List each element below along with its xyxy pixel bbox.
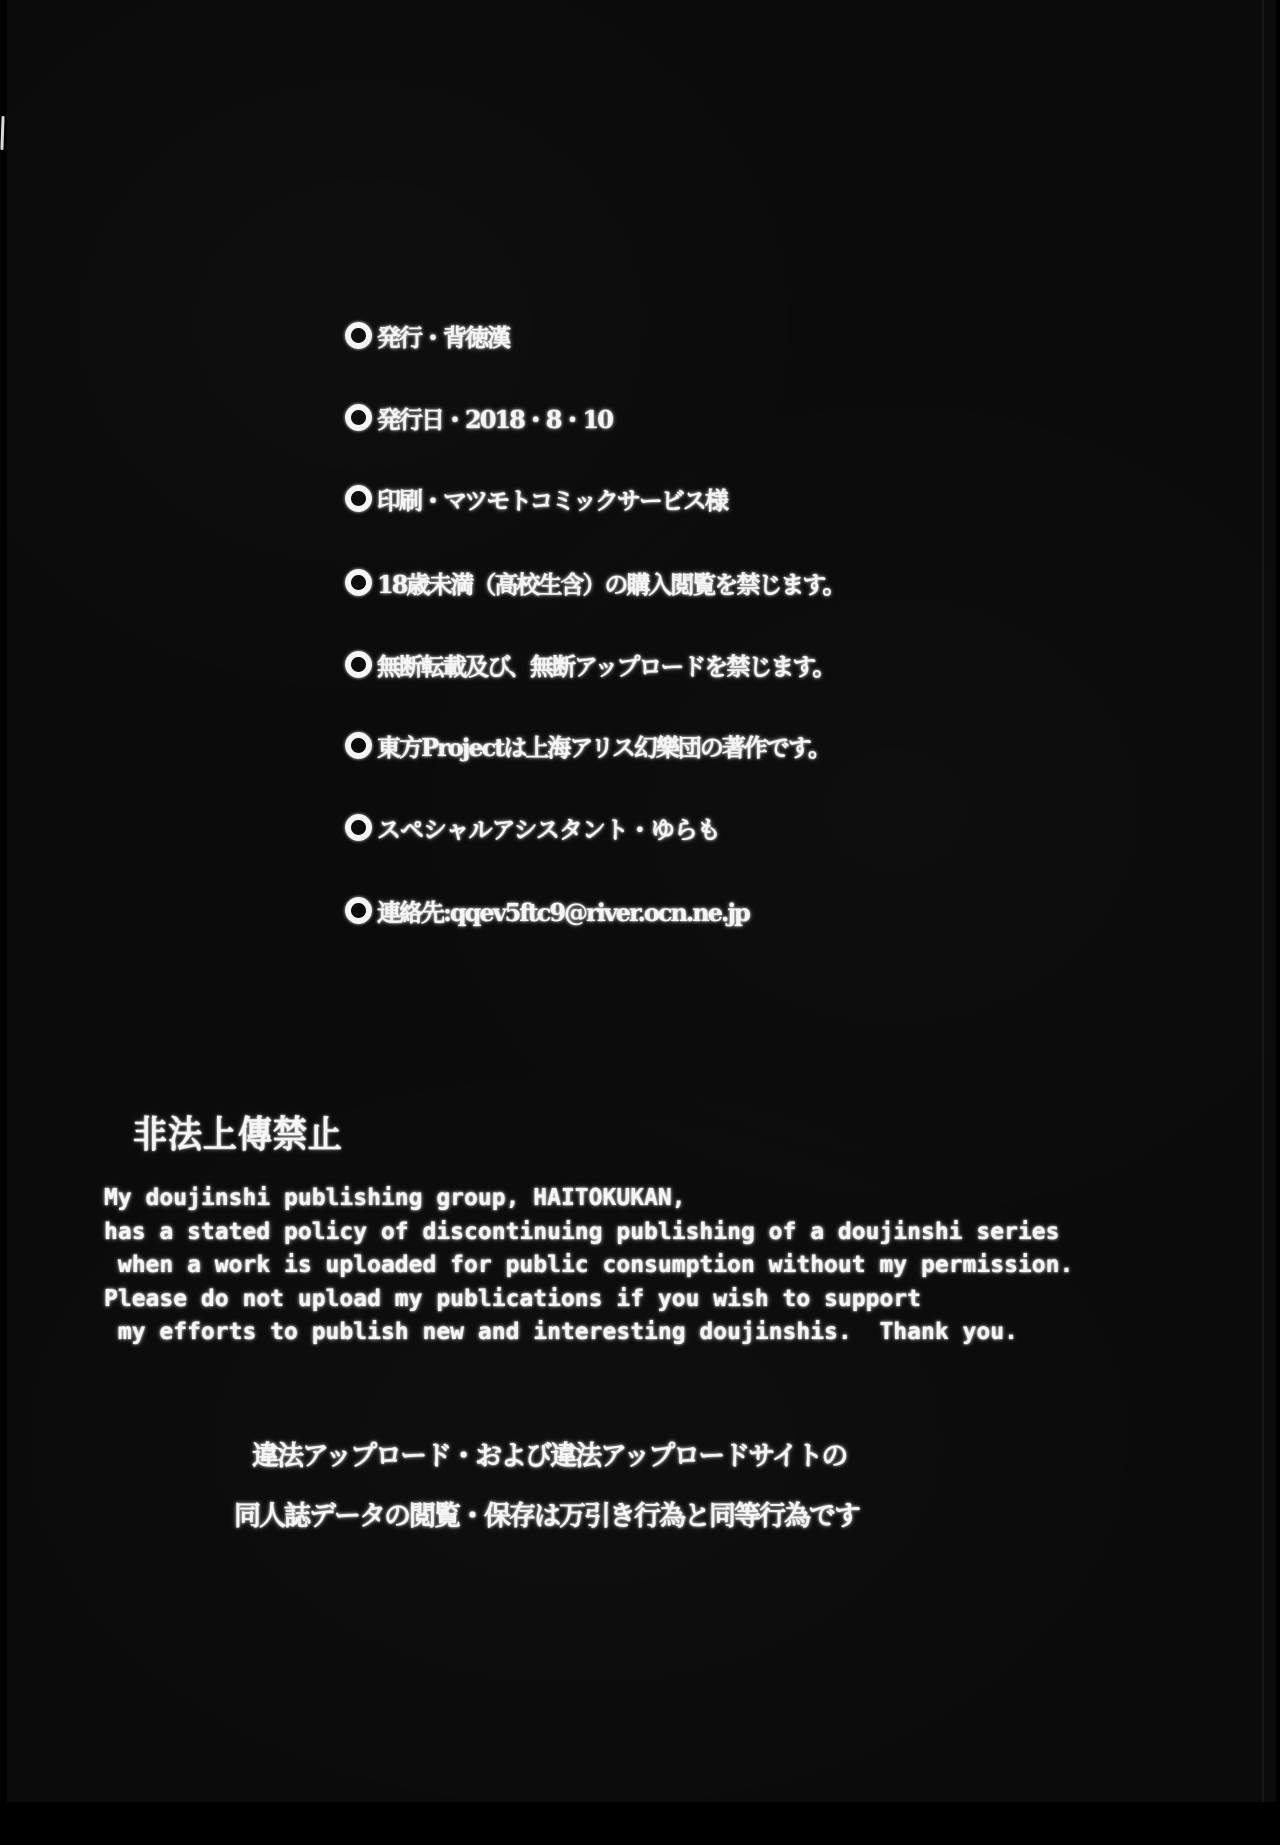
english-notice-line: my efforts to publish new and interesting doujinshis. Thank you.: [104, 1319, 1018, 1345]
bullet-circle-icon: [345, 485, 372, 512]
colophon-row-publish-date: [345, 400, 612, 435]
bullet-circle-icon: [345, 651, 372, 678]
illegal-upload-warning-line: 同人誌データの閲覧・保存は万引き行為と同等行為です: [234, 1501, 859, 1532]
colophon-text: 無断転載及び、無断アップロードを禁じます。: [377, 652, 835, 681]
colophon-text: 発行・背徳漢: [377, 323, 509, 352]
bullet-circle-icon: [345, 897, 372, 924]
colophon-row-special-assistant: [345, 810, 720, 845]
english-notice-line: when a work is uploaded for public consumption without my permission.: [104, 1252, 1074, 1278]
colophon-text: 東方Projectは上海アリス幻樂団の著作です。: [377, 733, 830, 762]
colophon-text: 印刷・マツモトコミックサービス様: [377, 486, 727, 515]
colophon-row-no-reupload: [345, 647, 834, 682]
bullet-circle-icon: [345, 322, 372, 349]
colophon-text: 18歳未満（高校生含）の購入閲覧を禁じます。: [377, 570, 845, 599]
english-notice-line: My doujinshi publishing group, HAITOKUKAN,: [104, 1185, 686, 1211]
colophon-row-age-restriction: [345, 565, 844, 600]
colophon-text: スペシャルアシスタント・ゆらも: [377, 816, 720, 844]
no-illegal-upload-heading: 非法上傳禁止: [133, 1113, 343, 1156]
colophon-row-contact-email: [345, 893, 749, 928]
colophon-row-copyright: [345, 728, 830, 763]
bullet-circle-icon: [345, 404, 372, 431]
scan-edge-seam: [1262, 0, 1264, 1802]
bullet-circle-icon: [345, 732, 372, 759]
colophon-row-publisher: [345, 318, 509, 353]
scan-bottom-band: [0, 1802, 1280, 1845]
english-notice-line: Please do not upload my publications if you wish to support: [104, 1285, 921, 1312]
colophon-text: 連絡先:qqev5ftc9@river.ocn.ne.jp: [377, 898, 749, 927]
bullet-circle-icon: [345, 569, 372, 596]
english-notice-line: has a stated policy of discontinuing publishing of a doujinshi series: [104, 1218, 1060, 1245]
scan-artifact-sliver: [0, 116, 4, 150]
illegal-upload-warning-line: 違法アップロード・および違法アップロードサイトの: [252, 1441, 847, 1472]
bullet-circle-icon: [345, 814, 372, 841]
colophon-row-printer: [345, 481, 727, 516]
english-notice-block: [104, 1182, 1073, 1350]
colophon-text: 発行日・2018・8・10: [377, 405, 612, 434]
